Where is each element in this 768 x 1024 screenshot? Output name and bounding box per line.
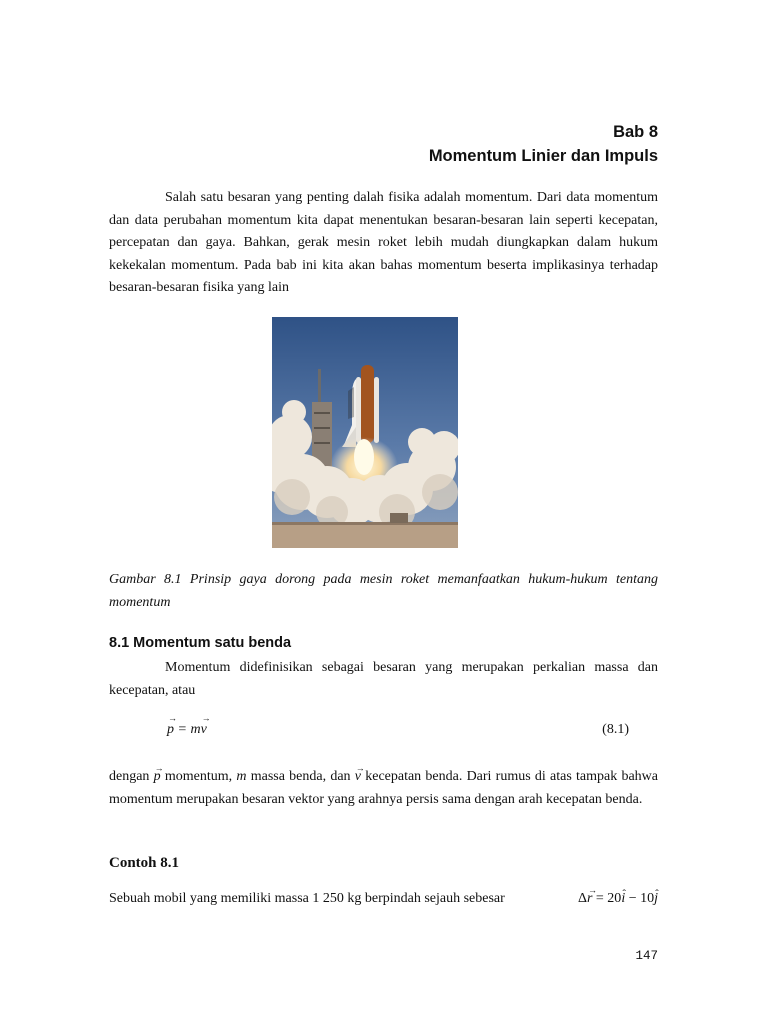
explanation-paragraph [109,766,658,811]
vector-v: → v [201,722,207,738]
explanation-text: massa benda, dan [246,769,355,784]
rocket-launch-image [272,317,458,548]
displacement-expression [578,888,658,910]
example-paragraph [109,888,658,910]
explanation-text: dengan [109,769,154,784]
section-heading: 8.1 Momentum satu benda [109,635,292,651]
unit-vector-i: ˆ i [621,888,625,910]
chapter-number: Bab 8 [613,123,658,141]
figure-caption: Gambar 8.1 Prinsip gaya dorong pada mesin roket memanfaatkan hukum-hukum tentang momentum [109,572,658,610]
equation-equals-m: = m [174,722,201,737]
page-number: 147 [635,949,658,963]
symbol-m: m [236,769,247,784]
expr-part: = 20 [592,891,622,906]
symbol-v: → v [355,766,361,789]
explanation-text: momentum, [160,769,237,784]
space-shuttle-launch-picture [272,317,458,548]
equation-number: (8.1) [602,722,629,737]
chapter-title: Momentum Linier dan Impuls [428,147,658,165]
explanation-text: kecepatan benda. Dari rumus di atas tampak bahwa momentum merupakan besaran vektor yang arahnya persis sama dengan arah kecepatan benda. [109,769,658,807]
vector-r: → r [587,888,592,910]
chapter-heading [429,120,658,168]
unit-vector-j: ˆ j [654,888,658,910]
intro-paragraph: Salah satu besaran yang penting dalah fisika adalah momentum. Dari data momentum dan data perubahan momentum kita dapat menentukan besaran-besaran lain seperti kecepatan, percepatan dan gaya. Bahkan, gerak mesin roket lebih mudah diungkapkan dalam hukum kekekalan momentum. Pada bab ini kita akan bahas momentum beserta implikasinya terhadap besaran-besaran fisika yang lain [109,190,658,296]
example-heading: Contoh 8.1 [109,855,180,871]
equation-8-1 [109,722,658,744]
expr-part: − 10 [625,891,655,906]
symbol-p: → p [154,766,161,789]
delta-symbol: Δ [577,891,587,906]
vector-p: → p [167,722,174,738]
definition-paragraph: Momentum didefinisikan sebagai besaran yang merupakan perkalian massa dan kecepatan, atau [109,660,658,698]
equation-expression [167,722,207,738]
example-text: Sebuah mobil yang memiliki massa 1 250 kg berpindah sejauh sebesar [109,891,505,906]
